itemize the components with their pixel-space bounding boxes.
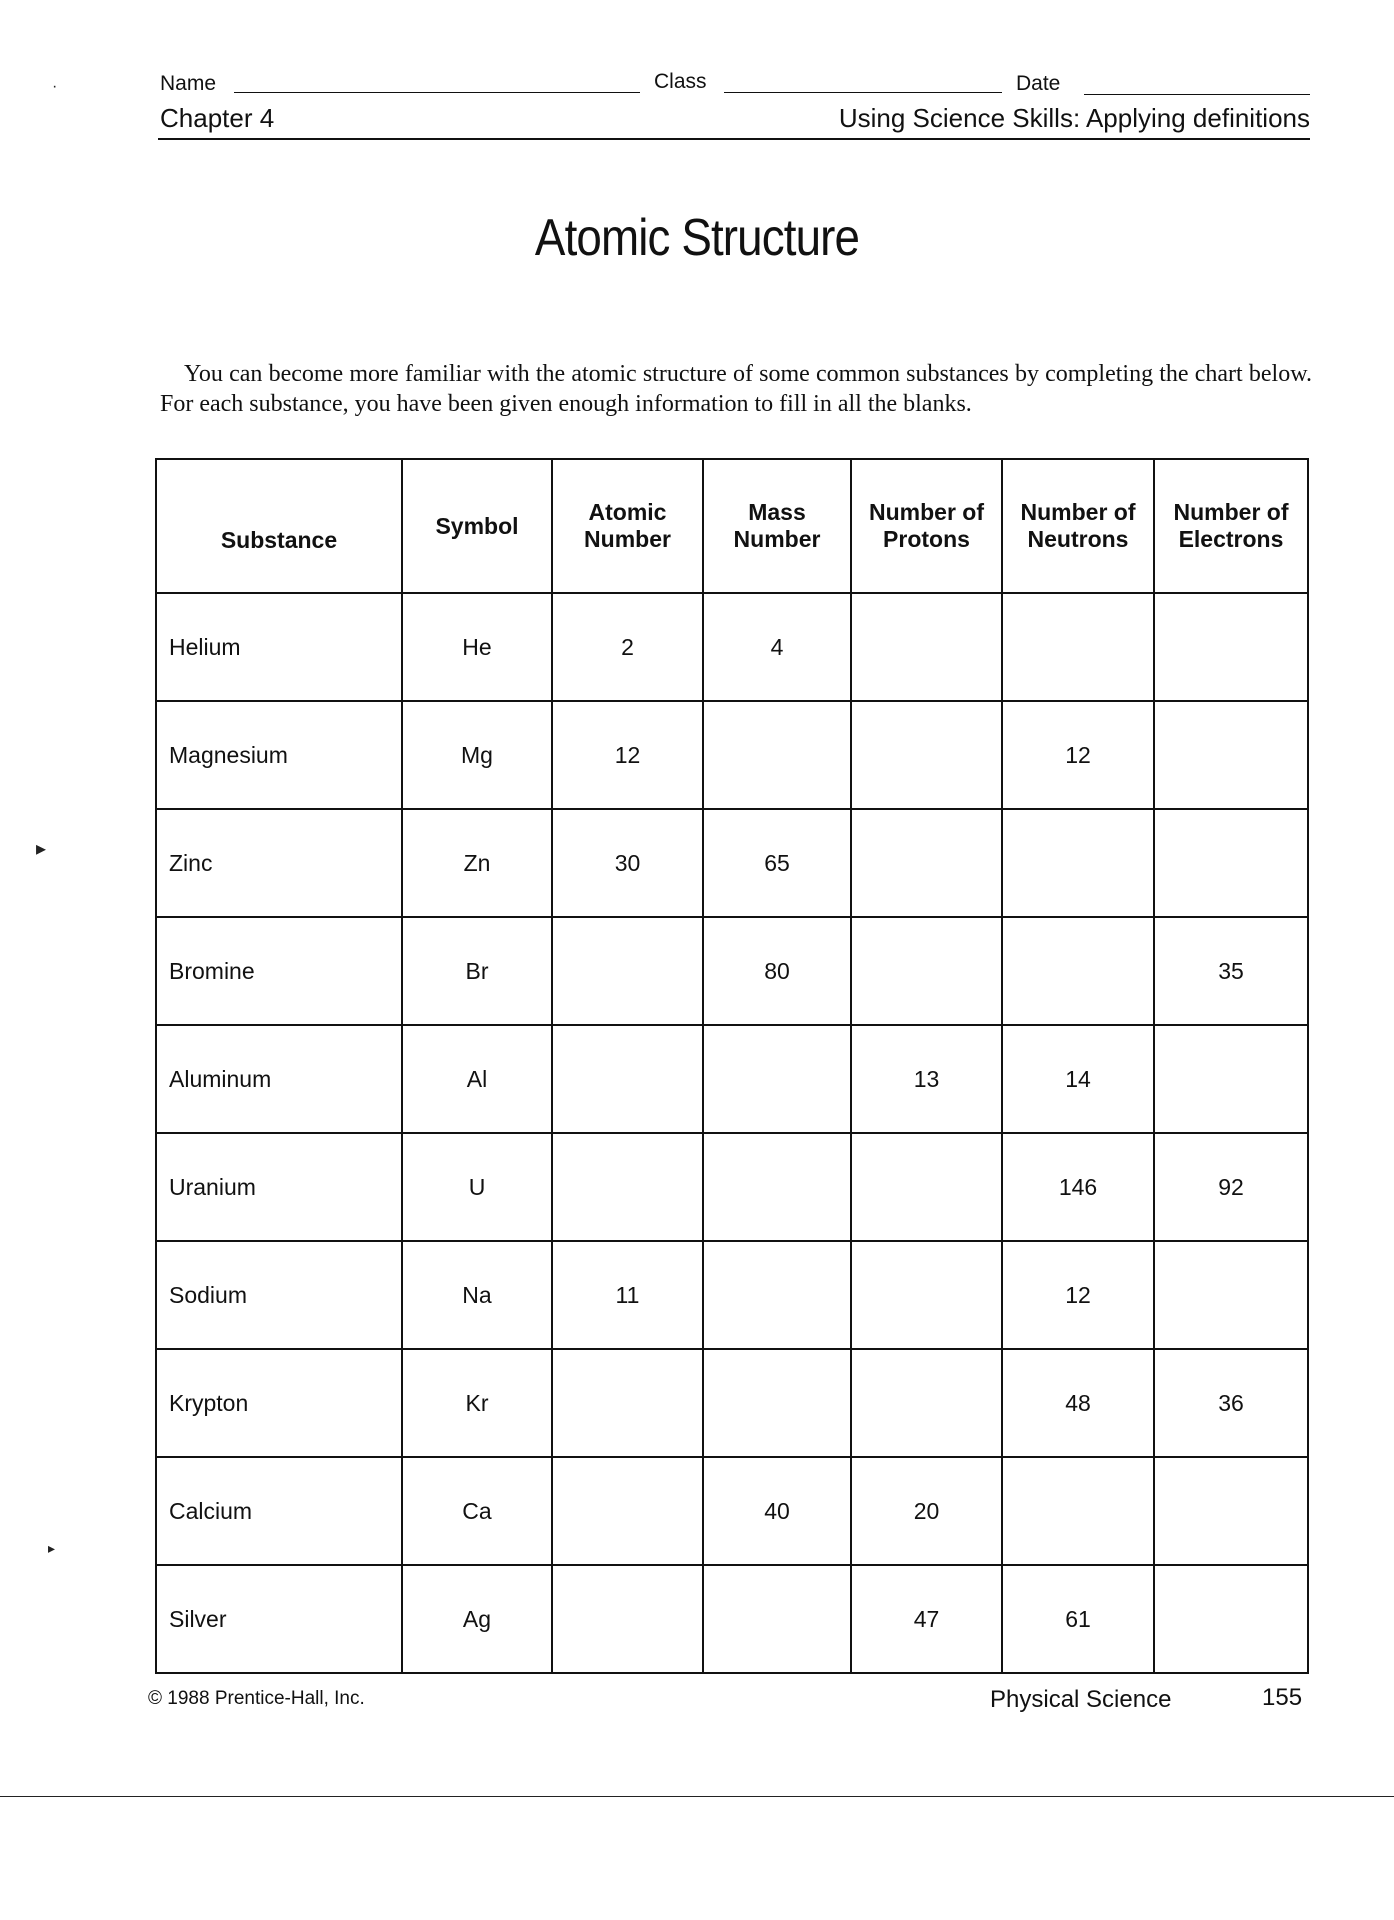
blank-answer-cell[interactable] <box>552 1133 703 1241</box>
table-row <box>156 593 1308 701</box>
table-cell: 13 <box>851 1025 1002 1133</box>
blank-answer-cell[interactable] <box>1002 593 1154 701</box>
blank-answer-cell[interactable] <box>1154 1025 1308 1133</box>
table-cell: Silver <box>156 1565 402 1673</box>
skill-label: Using Science Skills: Applying definitions <box>838 103 1310 133</box>
table-row <box>156 917 1308 1025</box>
name-field[interactable] <box>234 92 640 93</box>
blank-answer-cell[interactable] <box>1002 809 1154 917</box>
column-header: Symbol <box>402 459 552 593</box>
blank-answer-cell[interactable] <box>1002 1457 1154 1565</box>
blank-answer-cell[interactable] <box>851 701 1002 809</box>
table-cell: He <box>402 593 552 701</box>
table-row <box>156 1457 1308 1565</box>
blank-answer-cell[interactable] <box>1154 701 1308 809</box>
table-cell: 80 <box>703 917 851 1025</box>
table-cell: 20 <box>851 1457 1002 1565</box>
blank-answer-cell[interactable] <box>1154 1241 1308 1349</box>
class-field[interactable] <box>724 92 1002 93</box>
name-label: Name <box>160 72 217 95</box>
scan-speck: · <box>52 78 58 95</box>
page-title: Atomic Structure <box>534 209 860 267</box>
table-cell: 35 <box>1154 917 1308 1025</box>
date-field[interactable] <box>1084 94 1310 95</box>
table-cell: 65 <box>703 809 851 917</box>
subject-label: Physical Science <box>990 1686 1172 1713</box>
blank-answer-cell[interactable] <box>851 1133 1002 1241</box>
table-cell: 47 <box>851 1565 1002 1673</box>
blank-answer-cell[interactable] <box>703 1133 851 1241</box>
blank-answer-cell[interactable] <box>851 593 1002 701</box>
blank-answer-cell[interactable] <box>552 1457 703 1565</box>
table-cell: Calcium <box>156 1457 402 1565</box>
table-header-row <box>156 459 1308 593</box>
copyright: © 1988 Prentice-Hall, Inc. <box>148 1688 365 1709</box>
table-row <box>156 1565 1308 1673</box>
blank-answer-cell[interactable] <box>851 1241 1002 1349</box>
table-cell: 48 <box>1002 1349 1154 1457</box>
table-cell: 12 <box>552 701 703 809</box>
table-cell: 36 <box>1154 1349 1308 1457</box>
table-cell: 92 <box>1154 1133 1308 1241</box>
date-label: Date <box>1016 72 1061 95</box>
table-cell: Br <box>402 917 552 1025</box>
blank-answer-cell[interactable] <box>552 1025 703 1133</box>
table-cell: Al <box>402 1025 552 1133</box>
column-header: Number of Protons <box>851 459 1002 593</box>
table-cell: Kr <box>402 1349 552 1457</box>
blank-answer-cell[interactable] <box>1154 593 1308 701</box>
table-cell: 146 <box>1002 1133 1154 1241</box>
blank-answer-cell[interactable] <box>851 809 1002 917</box>
blank-answer-cell[interactable] <box>552 1565 703 1673</box>
table-cell: Zinc <box>156 809 402 917</box>
atomic-structure-table <box>155 458 1309 1674</box>
table-cell: Zn <box>402 809 552 917</box>
column-header: Atomic Number <box>552 459 703 593</box>
table-cell: Ca <box>402 1457 552 1565</box>
table-cell: Magnesium <box>156 701 402 809</box>
table-cell: 12 <box>1002 1241 1154 1349</box>
blank-answer-cell[interactable] <box>851 1349 1002 1457</box>
table-cell: Uranium <box>156 1133 402 1241</box>
blank-answer-cell[interactable] <box>1154 1457 1308 1565</box>
blank-answer-cell[interactable] <box>703 1349 851 1457</box>
scan-mark: ▸ <box>36 838 47 860</box>
blank-answer-cell[interactable] <box>703 1025 851 1133</box>
column-header: Number of Neutrons <box>1002 459 1154 593</box>
table-cell: U <box>402 1133 552 1241</box>
class-label: Class <box>654 70 707 93</box>
blank-answer-cell[interactable] <box>1154 1565 1308 1673</box>
blank-answer-cell[interactable] <box>552 1349 703 1457</box>
table-row <box>156 1241 1308 1349</box>
scan-mark: ▸ <box>48 1540 56 1556</box>
table-cell: Aluminum <box>156 1025 402 1133</box>
header-divider <box>158 138 1310 140</box>
table-cell: 30 <box>552 809 703 917</box>
table-cell: 11 <box>552 1241 703 1349</box>
table-cell: 2 <box>552 593 703 701</box>
table-cell: 61 <box>1002 1565 1154 1673</box>
blank-answer-cell[interactable] <box>1002 917 1154 1025</box>
table-cell: Bromine <box>156 917 402 1025</box>
blank-answer-cell[interactable] <box>851 917 1002 1025</box>
table-cell: Helium <box>156 593 402 701</box>
table-cell: Krypton <box>156 1349 402 1457</box>
table-row <box>156 809 1308 917</box>
table-row <box>156 1349 1308 1457</box>
page-edge-line <box>0 1796 1394 1797</box>
blank-answer-cell[interactable] <box>1154 809 1308 917</box>
blank-answer-cell[interactable] <box>703 701 851 809</box>
table-cell: 4 <box>703 593 851 701</box>
table-cell: Mg <box>402 701 552 809</box>
table-row <box>156 1025 1308 1133</box>
column-header: Mass Number <box>703 459 851 593</box>
table-row <box>156 701 1308 809</box>
intro-paragraph: You can become more familiar with the atomic structure of some common substances by completing the chart below. For each substance, you have been given enough information to fill in all the blanks. <box>160 361 1312 417</box>
table-cell: 14 <box>1002 1025 1154 1133</box>
column-header: Number of Electrons <box>1154 459 1308 593</box>
page-number: 155 <box>1262 1684 1303 1711</box>
blank-answer-cell[interactable] <box>703 1241 851 1349</box>
table-body <box>156 593 1308 1673</box>
table-cell: Ag <box>402 1565 552 1673</box>
chapter-label: Chapter 4 <box>160 103 275 133</box>
column-header: Substance <box>156 459 402 593</box>
blank-answer-cell[interactable] <box>552 917 703 1025</box>
table-cell: 12 <box>1002 701 1154 809</box>
table-row <box>156 1133 1308 1241</box>
table-cell: Na <box>402 1241 552 1349</box>
table-cell: Sodium <box>156 1241 402 1349</box>
blank-answer-cell[interactable] <box>703 1565 851 1673</box>
table-cell: 40 <box>703 1457 851 1565</box>
